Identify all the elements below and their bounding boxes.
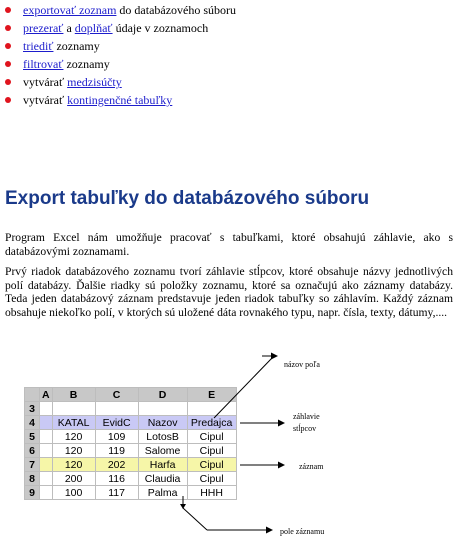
cell: Cipul — [187, 458, 236, 472]
link-fill[interactable]: doplňať — [74, 21, 113, 35]
cell: Salome — [138, 444, 187, 458]
cell: 120 — [52, 444, 95, 458]
link-subtotals[interactable]: medzisúčty — [67, 75, 122, 89]
cell: 109 — [95, 430, 138, 444]
field-name-cell: Predajca — [187, 416, 236, 430]
cell: 116 — [95, 472, 138, 486]
cell: 120 — [52, 458, 95, 472]
link-browse[interactable]: prezerať — [23, 21, 64, 35]
link-filter[interactable]: filtrovať — [23, 57, 64, 71]
row-header: 9 — [25, 486, 40, 500]
cell: Cipul — [187, 430, 236, 444]
label-column-header-2: stĺpcov — [293, 424, 317, 433]
field-name-cell: EvidC — [95, 416, 138, 430]
list-item-text: zoznamy — [63, 57, 110, 71]
row-header: 5 — [25, 430, 40, 444]
column-header: C — [95, 388, 138, 402]
field-name-cell: KATAL — [52, 416, 95, 430]
list-item-text: údaje v zoznamoch — [112, 21, 209, 35]
cell: 117 — [95, 486, 138, 500]
section-heading: Export tabuľky do databázového súboru — [5, 188, 370, 209]
cell: LotosB — [138, 430, 187, 444]
cell: Claudia — [138, 472, 187, 486]
label-column-header: záhlavie — [293, 412, 320, 421]
list-item-text: do databázového súboru — [116, 3, 237, 17]
row-header: 6 — [25, 444, 40, 458]
field-name-cell: Nazov — [138, 416, 187, 430]
column-header: E — [187, 388, 236, 402]
cell: Cipul — [187, 444, 236, 458]
row-header: 7 — [25, 458, 40, 472]
cell: 100 — [52, 486, 95, 500]
cell: HHH — [187, 486, 236, 500]
cell: 200 — [52, 472, 95, 486]
column-header: D — [138, 388, 187, 402]
arrow-record-field — [183, 508, 207, 530]
list-item-text: vytvárať — [23, 93, 68, 107]
label-record: záznam — [299, 462, 324, 471]
column-header: B — [52, 388, 95, 402]
row-header: 3 — [25, 402, 40, 416]
cell: 119 — [95, 444, 138, 458]
list-item-text: zoznamy — [53, 39, 100, 53]
paragraph-detail: Prvý riadok databázového zoznamu tvorí záhlavie stĺpcov, ktoré obsahuje názvy jednotlivých polí databázy. Ďalšie riadky sú položky zoznamu, ktoré sa označujú ako záznamy databázy. Teda jeden databázový záznam predstavuje jeden riadok tabuľky so záhlavím. Každý záznam obsahuje niekoľko polí, v ktorých sú uložené dáta rovnakého typu, napr. čísla, texty, dátumy,.... — [5, 265, 453, 319]
cell: Harfa — [138, 458, 187, 472]
link-sort[interactable]: triediť — [23, 39, 54, 53]
cell: Palma — [138, 486, 187, 500]
label-record-field: pole záznamu — [280, 527, 325, 536]
paragraph-intro: Program Excel nám umožňuje pracovať s tabuľkami, ktoré obsahujú záhlavie, ako s databázovými zoznamami. — [5, 231, 453, 258]
cell: 120 — [52, 430, 95, 444]
row-header: 4 — [25, 416, 40, 430]
cell: 202 — [95, 458, 138, 472]
column-header: A — [40, 388, 53, 402]
cell: Cipul — [187, 472, 236, 486]
arrow-field-name — [214, 358, 272, 418]
row-header: 8 — [25, 472, 40, 486]
list-item-text: a — [63, 21, 75, 35]
list-item-text: vytvárať — [23, 75, 68, 89]
label-field-name: názov poľa — [284, 360, 320, 369]
link-pivot-tables[interactable]: kontingenčné tabuľky — [67, 93, 173, 107]
link-export-list[interactable]: exportovať zoznam — [23, 3, 117, 17]
